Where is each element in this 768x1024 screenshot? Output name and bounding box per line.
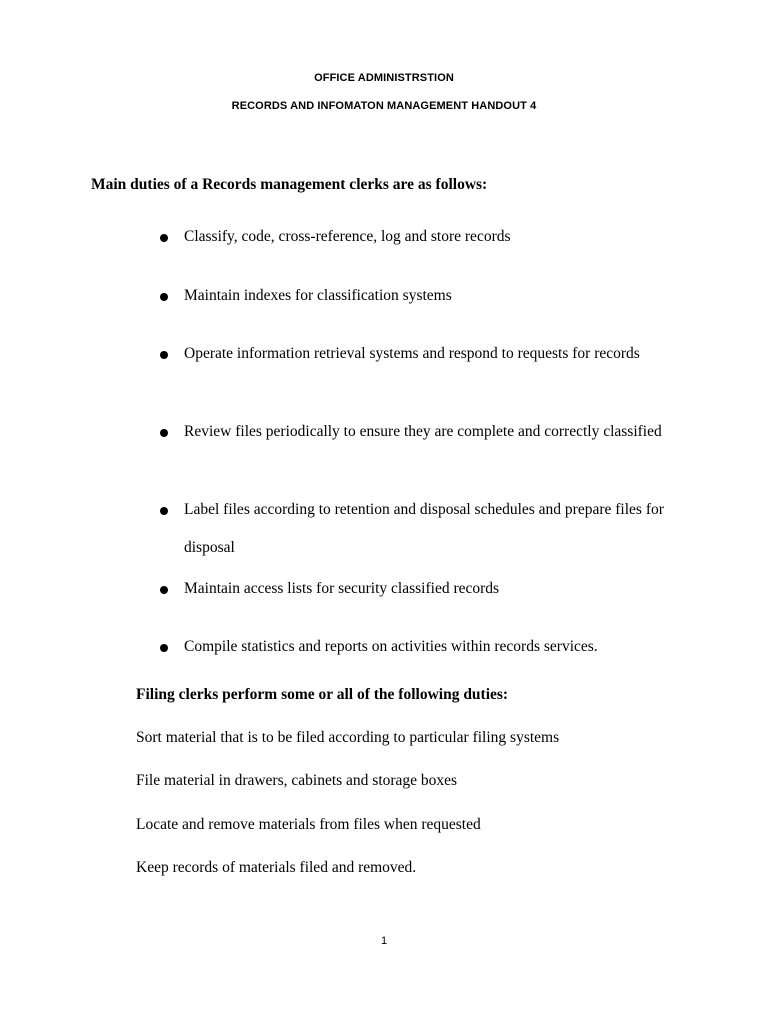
header-line-2: RECORDS AND INFOMATON MANAGEMENT HANDOUT 4 — [231, 100, 537, 112]
list-item — [160, 286, 680, 315]
filing-duty-line: Sort material that is to be filed according to particular filing systems — [136, 729, 560, 746]
list-item-text: Operate information retrieval systems and respond to requests for records — [184, 345, 640, 362]
list-item — [160, 579, 680, 608]
list-item-text: Review files periodically to ensure they are complete and correctly classified — [184, 423, 662, 440]
filing-duties-heading: Filing clerks perform some or all of the following duties: — [136, 686, 509, 703]
list-item-text: Maintain indexes for classification systems — [184, 287, 452, 304]
header-line-1: OFFICE ADMINISTRSTION — [314, 72, 454, 84]
list-item — [160, 500, 680, 567]
list-item — [160, 227, 680, 256]
bullet-icon — [160, 351, 168, 359]
bullet-icon — [160, 429, 168, 437]
list-item — [160, 422, 680, 451]
bullet-icon — [160, 586, 168, 594]
filing-duty-line: Locate and remove materials from files when requested — [136, 816, 481, 833]
list-item-text: Classify, code, cross-reference, log and store records — [184, 228, 511, 245]
list-item — [160, 637, 680, 666]
filing-duty-line: Keep records of materials filed and removed. — [136, 859, 417, 876]
duties-intro-heading: Main duties of a Records management clerks are as follows: — [91, 176, 488, 193]
bullet-icon — [160, 507, 168, 515]
list-item-text: Label files according to retention and disposal schedules and prepare files for disposal — [184, 501, 664, 556]
bullet-icon — [160, 234, 168, 242]
list-item — [160, 344, 680, 373]
list-item-text: Compile statistics and reports on activities within records services. — [184, 638, 598, 655]
page-number: 1 — [380, 935, 388, 947]
filing-duty-line: File material in drawers, cabinets and storage boxes — [136, 772, 458, 789]
bullet-icon — [160, 293, 168, 301]
bullet-icon — [160, 644, 168, 652]
list-item-text: Maintain access lists for security classified records — [184, 580, 500, 597]
